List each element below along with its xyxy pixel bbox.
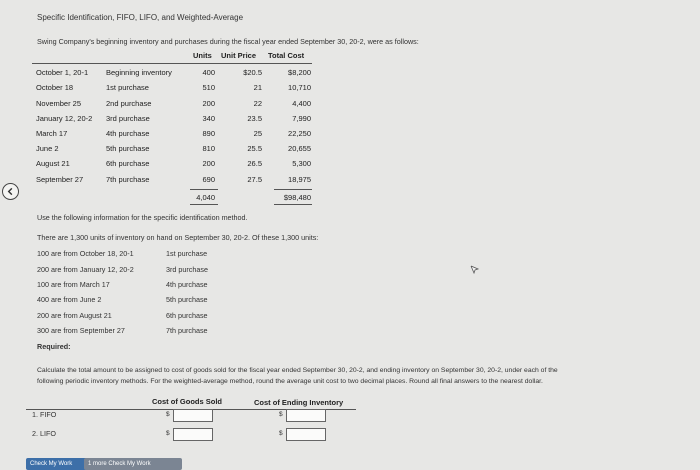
row-cost: 22,250 <box>288 129 311 138</box>
row-cost: 10,710 <box>288 83 311 92</box>
row-price: $20.5 <box>243 68 262 77</box>
answer-row-label-lifo: 2. LIFO <box>32 429 56 438</box>
row-cost: 20,655 <box>288 144 311 153</box>
row-desc: 7th purchase <box>106 175 150 184</box>
row-price: 27.5 <box>247 175 262 184</box>
cost-total-rule <box>274 204 312 205</box>
row-price: 23.5 <box>247 114 262 123</box>
mouse-pointer-icon <box>470 265 480 275</box>
row-cost: 5,300 <box>292 159 311 168</box>
specific-id-item: 100 are from October 18, 20-1 <box>37 249 134 258</box>
row-units: 510 <box>202 83 215 92</box>
chevron-left-icon <box>6 187 15 196</box>
more-check-my-work-button[interactable]: 1 more Check My Work <box>84 458 182 470</box>
row-date: September 27 <box>36 175 84 184</box>
row-price: 21 <box>253 83 262 92</box>
row-desc: Beginning inventory <box>106 68 172 77</box>
row-units: 400 <box>202 68 215 77</box>
row-desc: 3rd purchase <box>106 114 150 123</box>
question-title: Specific Identification, FIFO, LIFO, and Weighted-Average <box>37 13 244 22</box>
currency-symbol: $ <box>166 430 170 437</box>
header-units: Units <box>193 51 212 60</box>
row-cost: $8,200 <box>288 68 311 77</box>
check-my-work-button[interactable]: Check My Work <box>26 458 88 470</box>
row-price: 25 <box>253 129 262 138</box>
row-date: October 18 <box>36 83 74 92</box>
total-units: 4,040 <box>196 193 215 202</box>
row-units: 690 <box>202 175 215 184</box>
row-date: November 25 <box>36 99 82 108</box>
header-total-cost: Total Cost <box>268 51 305 60</box>
specific-id-purchase: 6th purchase <box>166 311 208 320</box>
specific-id-item: 300 are from September 27 <box>37 326 125 335</box>
specific-id-item: 200 are from August 21 <box>37 311 112 320</box>
row-date: August 21 <box>36 159 70 168</box>
specific-id-purchase: 5th purchase <box>166 295 208 304</box>
question-intro: Swing Company's beginning inventory and purchases during the fiscal year ended September 30, 20-2, were as follows: <box>37 37 419 46</box>
currency-symbol: $ <box>166 411 170 418</box>
specific-id-purchase: 1st purchase <box>166 249 208 258</box>
row-price: 22 <box>253 99 262 108</box>
required-text-line1: Calculate the total amount to be assigned to cost of goods sold for the fiscal year ended September 30, 20-2, and ending inventory on September 30, 20-2, under each of the <box>37 367 558 374</box>
row-desc: 2nd purchase <box>106 99 152 108</box>
specific-id-purchase: 3rd purchase <box>166 265 208 274</box>
specific-id-summary: There are 1,300 units of inventory on hand on September 30, 20-2. Of these 1,300 units: <box>37 233 319 242</box>
lifo-cogs-input[interactable] <box>173 428 213 441</box>
units-total-rule <box>190 204 218 205</box>
total-cost: $98,480 <box>283 193 311 202</box>
specific-id-instruction: Use the following information for the specific identification method. <box>37 213 248 222</box>
row-units: 340 <box>202 114 215 123</box>
row-desc: 4th purchase <box>106 129 150 138</box>
cost-sum-rule <box>274 189 312 190</box>
currency-symbol: $ <box>279 430 283 437</box>
currency-symbol: $ <box>279 411 283 418</box>
row-units: 200 <box>202 159 215 168</box>
fifo-ending-inventory-input[interactable] <box>286 409 326 422</box>
back-button[interactable] <box>2 183 19 200</box>
row-cost: 18,975 <box>288 175 311 184</box>
row-units: 890 <box>202 129 215 138</box>
row-cost: 4,400 <box>292 99 311 108</box>
row-desc: 6th purchase <box>106 159 150 168</box>
answer-row-label-fifo: 1. FIFO <box>32 410 57 419</box>
row-desc: 5th purchase <box>106 144 150 153</box>
row-date: January 12, 20-2 <box>36 114 93 123</box>
row-cost: 7,990 <box>292 114 311 123</box>
row-date: March 17 <box>36 129 68 138</box>
specific-id-purchase: 4th purchase <box>166 280 208 289</box>
col-cogs-header: Cost of Goods Sold <box>152 397 222 406</box>
fifo-cogs-input[interactable] <box>173 409 213 422</box>
row-price: 26.5 <box>247 159 262 168</box>
col-ending-header: Cost of Ending Inventory <box>254 398 344 407</box>
header-underline <box>32 63 312 64</box>
row-date: October 1, 20-1 <box>36 68 89 77</box>
specific-id-item: 100 are from March 17 <box>37 280 110 289</box>
row-units: 200 <box>202 99 215 108</box>
specific-id-purchase: 7th purchase <box>166 326 208 335</box>
row-desc: 1st purchase <box>106 83 149 92</box>
row-date: June 2 <box>36 144 59 153</box>
units-sum-rule <box>190 189 218 190</box>
required-label: Required: <box>37 342 71 351</box>
row-price: 25.5 <box>247 144 262 153</box>
required-text-line2: following periodic inventory methods. For the weighted-average method, round the average unit cost to two decimal places. Round all final answers to the nearest dollar. <box>37 378 543 385</box>
lifo-ending-inventory-input[interactable] <box>286 428 326 441</box>
header-unit-price: Unit Price <box>221 51 257 60</box>
row-units: 810 <box>202 144 215 153</box>
specific-id-item: 200 are from January 12, 20-2 <box>37 265 134 274</box>
specific-id-item: 400 are from June 2 <box>37 295 102 304</box>
